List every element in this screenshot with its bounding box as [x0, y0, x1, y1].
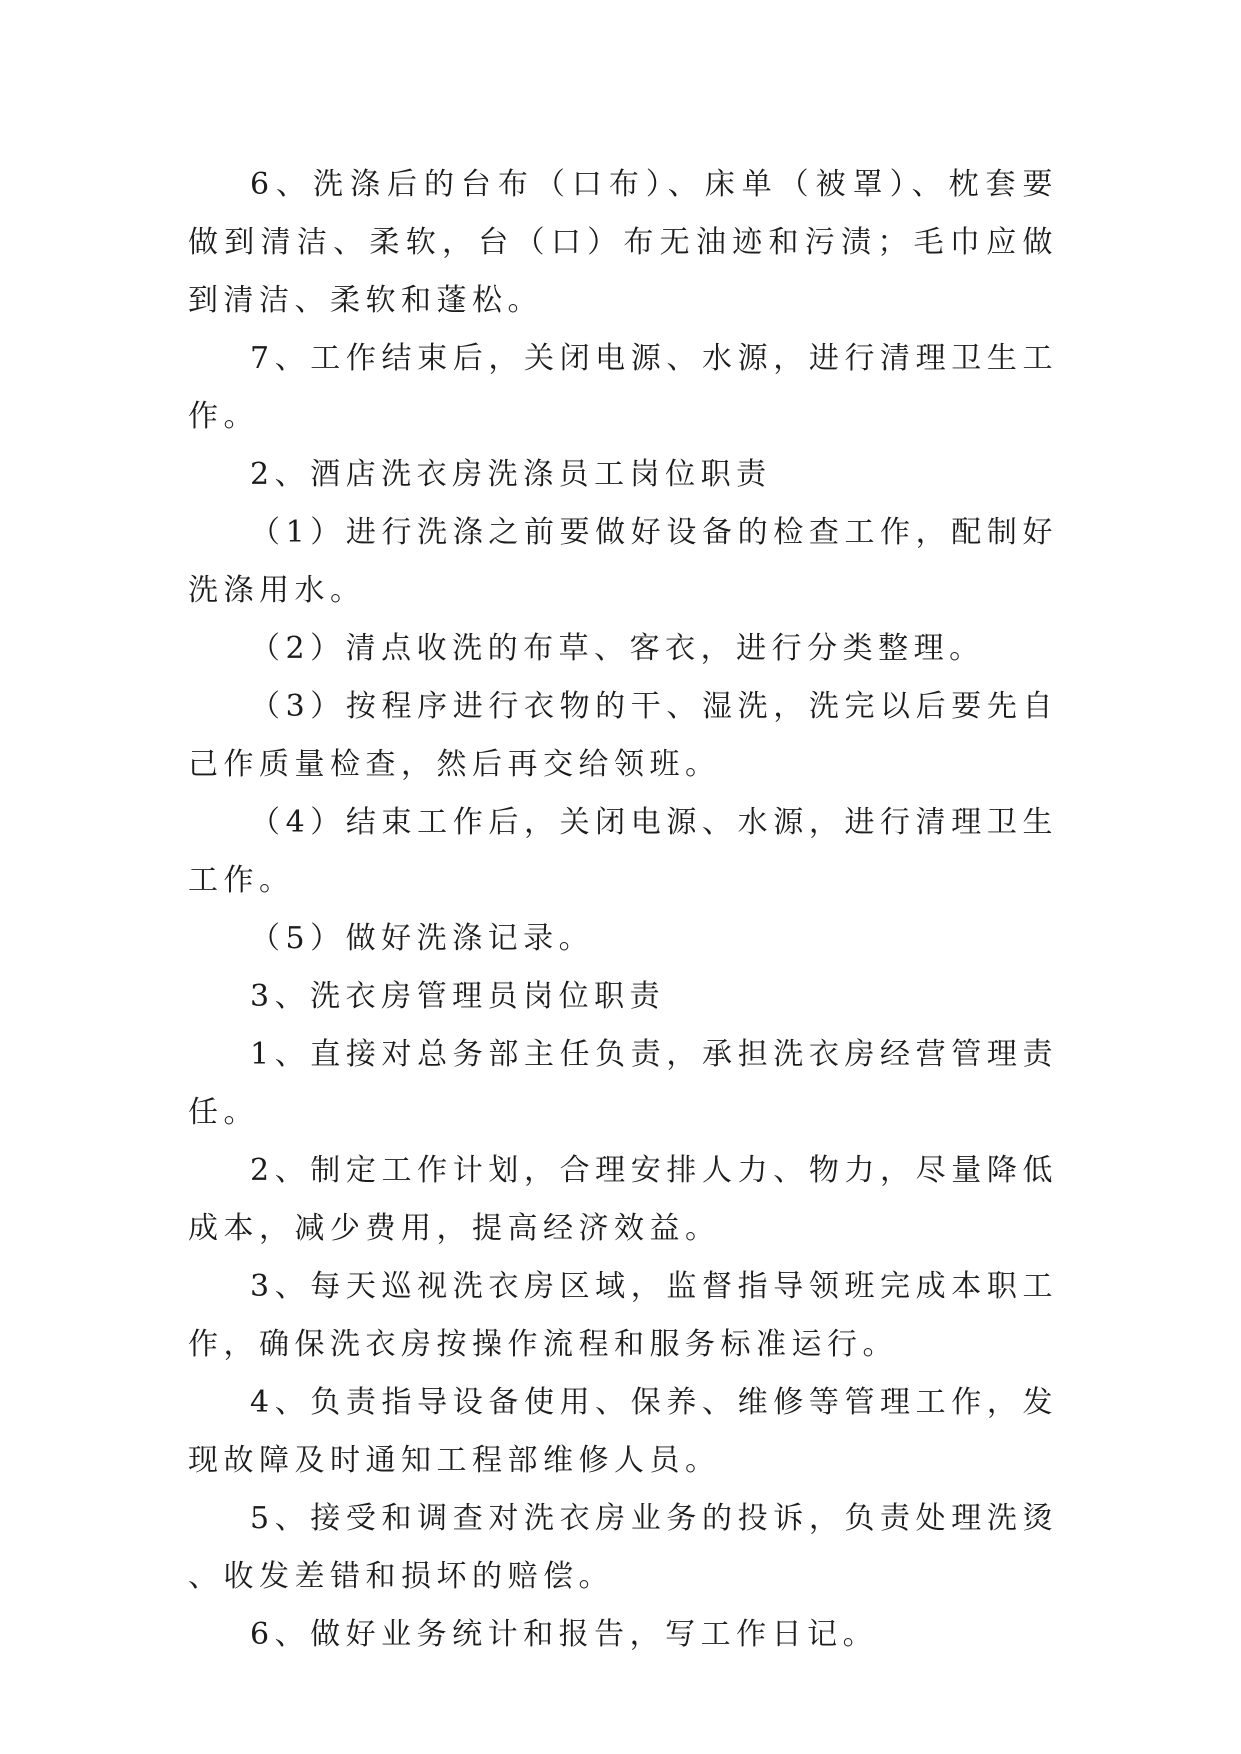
paragraph-manager-duty-2: 2、制定工作计划，合理安排人力、物力，尽量降低成本，减少费用，提高经济效益。 — [188, 1153, 1058, 1246]
paragraph-end-of-work: 7、工作结束后，关闭电源、水源，进行清理卫生工作。 — [188, 341, 1058, 434]
heading-manager-duties: 3、洗衣房管理员岗位职责 — [250, 979, 666, 1014]
paragraph-manager-duty-1: 1、直接对总务部主任负责，承担洗衣房经营管理责任。 — [188, 1037, 1058, 1130]
paragraph-washer-duty-4: （4）结束工作后，关闭电源、水源，进行清理卫生工作。 — [188, 805, 1058, 898]
paragraph-manager-duty-6: 6、做好业务统计和报告，写工作日记。 — [250, 1617, 879, 1652]
paragraph-laundry-standards: 6、洗涤后的台布（口布）、床单（被罩）、枕套要做到清洁、柔软，台（口）布无油迹和污渍；毛巾应做到清洁、柔软和蓬松。 — [188, 167, 1058, 318]
paragraph-manager-duty-4: 4、负责指导设备使用、保养、维修等管理工作，发现故障及时通知工程部维修人员。 — [188, 1385, 1058, 1478]
paragraph-manager-duty-5: 5、接受和调查对洗衣房业务的投诉，负责处理洗烫、收发差错和损坏的赔偿。 — [188, 1501, 1058, 1594]
paragraph-washer-duty-3: （3）按程序进行衣物的干、湿洗，洗完以后要先自己作质量检查，然后再交给领班。 — [188, 689, 1058, 782]
paragraph-washer-duty-1: （1）进行洗涤之前要做好设备的检查工作，配制好洗涤用水。 — [188, 515, 1058, 608]
paragraph-washer-duty-5: （5）做好洗涤记录。 — [250, 921, 595, 956]
document-body — [188, 156, 1058, 1664]
heading-washer-duties: 2、酒店洗衣房洗涤员工岗位职责 — [250, 457, 772, 492]
paragraph-manager-duty-3: 3、每天巡视洗衣房区域，监督指导领班完成本职工作，确保洗衣房按操作流程和服务标准运行。 — [188, 1269, 1058, 1362]
paragraph-washer-duty-2: （2）清点收洗的布草、客衣，进行分类整理。 — [250, 631, 985, 666]
